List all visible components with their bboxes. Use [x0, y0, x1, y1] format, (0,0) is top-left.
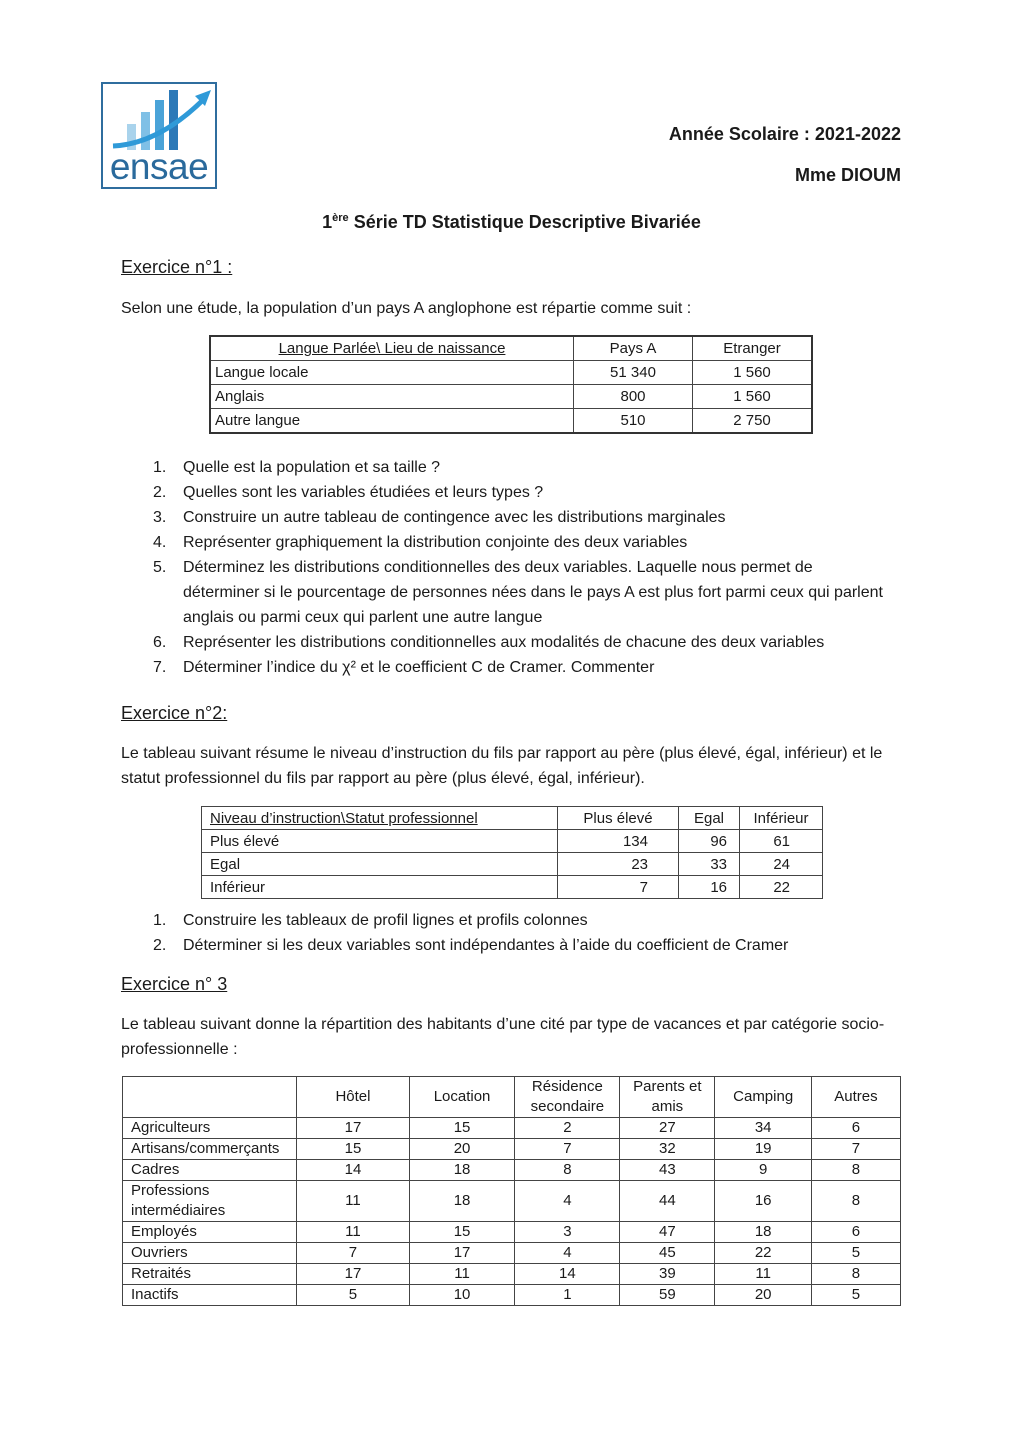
table-cell: Professions intermédiaires [123, 1181, 297, 1222]
logo-text: ensae [109, 146, 209, 187]
table-cell: 510 [574, 409, 693, 434]
table-cell: Autre langue [210, 409, 574, 434]
table-cell: 44 [620, 1181, 715, 1222]
table-cell: Ouvriers [123, 1243, 297, 1264]
table-cell: 2 [515, 1118, 620, 1139]
list-item: 1. Construire les tableaux de profil lignes et profils colonnes [153, 912, 588, 929]
table-cell: 15 [297, 1139, 409, 1160]
table-cell: 1 [515, 1285, 620, 1306]
table-header-cell: Camping [715, 1077, 812, 1118]
table-cell: 14 [515, 1264, 620, 1285]
table-cell: 39 [620, 1264, 715, 1285]
table-cell: 61 [740, 830, 823, 853]
list-item: 4. Représenter graphiquement la distribution conjointe des deux variables [153, 534, 688, 551]
table-cell: 22 [740, 876, 823, 899]
exercise-3-heading: Exercice n° 3 [121, 974, 228, 994]
table-cell: 5 [811, 1285, 900, 1306]
list-item: 5. Déterminez les distributions conditionnelles des deux variables. Laquelle nous permet de déterminer si le pourcentage de personnes nées dans le pays A est plus fort parmi ceux qui parlent anglais ou parmi ceux qui parlent une autre langue [153, 559, 883, 626]
table-cell: 134 [558, 830, 679, 853]
table-row [210, 361, 812, 385]
table-cell: Langue locale [210, 361, 574, 385]
table-header-cell: Etranger [693, 336, 813, 361]
table-cell: 45 [620, 1243, 715, 1264]
exercise-3-table [122, 1076, 901, 1306]
table-header-cell: Résidence secondaire [515, 1077, 620, 1118]
table-cell: 33 [679, 853, 740, 876]
table-cell: 18 [715, 1222, 812, 1243]
table-row [210, 409, 812, 434]
table-row [202, 853, 823, 876]
table-cell: 3 [515, 1222, 620, 1243]
table-cell: 8 [811, 1160, 900, 1181]
table-cell: 1 560 [693, 361, 813, 385]
table-header-cell: Location [409, 1077, 515, 1118]
table-header-cell: Niveau d’instruction\Statut professionnel [202, 807, 558, 830]
table-cell: 18 [409, 1160, 515, 1181]
table-header-row [210, 336, 812, 361]
table-row [123, 1243, 901, 1264]
table-cell: 27 [620, 1118, 715, 1139]
table-cell: 800 [574, 385, 693, 409]
school-year: Année Scolaire : 2021-2022 [668, 124, 901, 144]
table-cell: 1 560 [693, 385, 813, 409]
list-item: 2. Quelles sont les variables étudiées et leurs types ? [153, 484, 544, 501]
table-cell: 8 [515, 1160, 620, 1181]
exercise-1-heading: Exercice n°1 : [121, 257, 233, 277]
table-cell: Anglais [210, 385, 574, 409]
table-header-cell: Egal [679, 807, 740, 830]
table-cell: Egal [202, 853, 558, 876]
ensae-logo [101, 82, 217, 189]
table-row [123, 1264, 901, 1285]
teacher-name: Mme DIOUM [794, 165, 901, 185]
table-cell: 7 [811, 1139, 900, 1160]
table-cell: 51 340 [574, 361, 693, 385]
table-header-cell [123, 1077, 297, 1118]
table-header-cell: Plus élevé [558, 807, 679, 830]
table-cell: 5 [811, 1243, 900, 1264]
table-header-cell: Inférieur [740, 807, 823, 830]
table-cell: 7 [558, 876, 679, 899]
table-cell: 5 [297, 1285, 409, 1306]
table-cell: 17 [297, 1264, 409, 1285]
table-cell: 17 [409, 1243, 515, 1264]
table-cell: 7 [515, 1139, 620, 1160]
table-header-cell: Parents et amis [620, 1077, 715, 1118]
table-cell: 15 [409, 1222, 515, 1243]
table-row [202, 876, 823, 899]
exercise-1-intro: Selon une étude, la population d’un pays A anglophone est répartie comme suit : [121, 300, 692, 317]
table-cell: 20 [409, 1139, 515, 1160]
table-cell: 6 [811, 1118, 900, 1139]
table-cell: 9 [715, 1160, 812, 1181]
table-row [123, 1160, 901, 1181]
table-cell: Inférieur [202, 876, 558, 899]
table-cell: Retraités [123, 1264, 297, 1285]
table-cell: Agriculteurs [123, 1118, 297, 1139]
table-cell: 4 [515, 1243, 620, 1264]
table-cell: 19 [715, 1139, 812, 1160]
exercise-2-heading: Exercice n°2: [121, 703, 228, 723]
table-cell: 6 [811, 1222, 900, 1243]
table-row [123, 1139, 901, 1160]
table-cell: 10 [409, 1285, 515, 1306]
growth-chart-icon [109, 86, 213, 152]
table-cell: 14 [297, 1160, 409, 1181]
table-header-cell: Hôtel [297, 1077, 409, 1118]
exercise-1-table [209, 335, 813, 434]
exercise-2-table [201, 806, 823, 899]
table-row [123, 1222, 901, 1243]
table-cell: 4 [515, 1181, 620, 1222]
table-row [123, 1118, 901, 1139]
table-cell: 23 [558, 853, 679, 876]
exercise-2-questions [121, 908, 881, 958]
table-cell: 7 [297, 1243, 409, 1264]
table-row [123, 1285, 901, 1306]
table-cell: 16 [715, 1181, 812, 1222]
table-cell: Artisans/commerçants [123, 1139, 297, 1160]
exercise-3-table-body [123, 1118, 901, 1306]
table-header-cell: Pays A [574, 336, 693, 361]
table-cell: 32 [620, 1139, 715, 1160]
table-cell: 2 750 [693, 409, 813, 434]
table-cell: 24 [740, 853, 823, 876]
table-cell: 8 [811, 1181, 900, 1222]
table-cell: 96 [679, 830, 740, 853]
table-cell: 43 [620, 1160, 715, 1181]
table-cell: 11 [297, 1181, 409, 1222]
table-cell: Plus élevé [202, 830, 558, 853]
list-item: 6. Représenter les distributions conditionnelles aux modalités de chacune des deux variables [153, 634, 825, 651]
exercise-2-intro: Le tableau suivant résume le niveau d’instruction du fils par rapport au père (plus élevé, égal, inférieur) et le statut professionnel du fils par rapport au père (plus élevé, égal, inférieur). [121, 745, 883, 787]
list-item: 7. Déterminer l’indice du χ² et le coefficient C de Cramer. Commenter [153, 659, 655, 676]
table-cell: 11 [715, 1264, 812, 1285]
table-cell: Cadres [123, 1160, 297, 1181]
table-cell: 18 [409, 1181, 515, 1222]
table-cell: 22 [715, 1243, 812, 1264]
table-cell: 17 [297, 1118, 409, 1139]
table-header-row [123, 1077, 901, 1118]
table-cell: Inactifs [123, 1285, 297, 1306]
table-cell: 15 [409, 1118, 515, 1139]
table-cell: 16 [679, 876, 740, 899]
table-row [202, 830, 823, 853]
table-row [123, 1181, 901, 1222]
table-cell: 8 [811, 1264, 900, 1285]
table-header-cell: Autres [811, 1077, 900, 1118]
table-cell: 59 [620, 1285, 715, 1306]
table-cell: 11 [409, 1264, 515, 1285]
list-item: 3. Construire un autre tableau de contingence avec les distributions marginales [153, 509, 726, 526]
table-row [210, 385, 812, 409]
table-cell: Employés [123, 1222, 297, 1243]
table-cell: 47 [620, 1222, 715, 1243]
table-cell: 34 [715, 1118, 812, 1139]
list-item: 1. Quelle est la population et sa taille ? [153, 459, 441, 476]
list-item: 2. Déterminer si les deux variables sont indépendantes à l’aide du coefficient de Cramer [153, 937, 789, 954]
table-cell: 20 [715, 1285, 812, 1306]
table-header-row [202, 807, 823, 830]
table-cell: 11 [297, 1222, 409, 1243]
table-header-cell: Langue Parlée\ Lieu de naissance [210, 336, 574, 361]
exercise-3-intro: Le tableau suivant donne la répartition des habitants d’une cité par type de vacances et par catégorie socio-professionnelle : [121, 1016, 885, 1058]
page-title: 1ère Série TD Statistique Descriptive Bivariée [322, 212, 701, 232]
exercise-1-questions [121, 455, 891, 680]
